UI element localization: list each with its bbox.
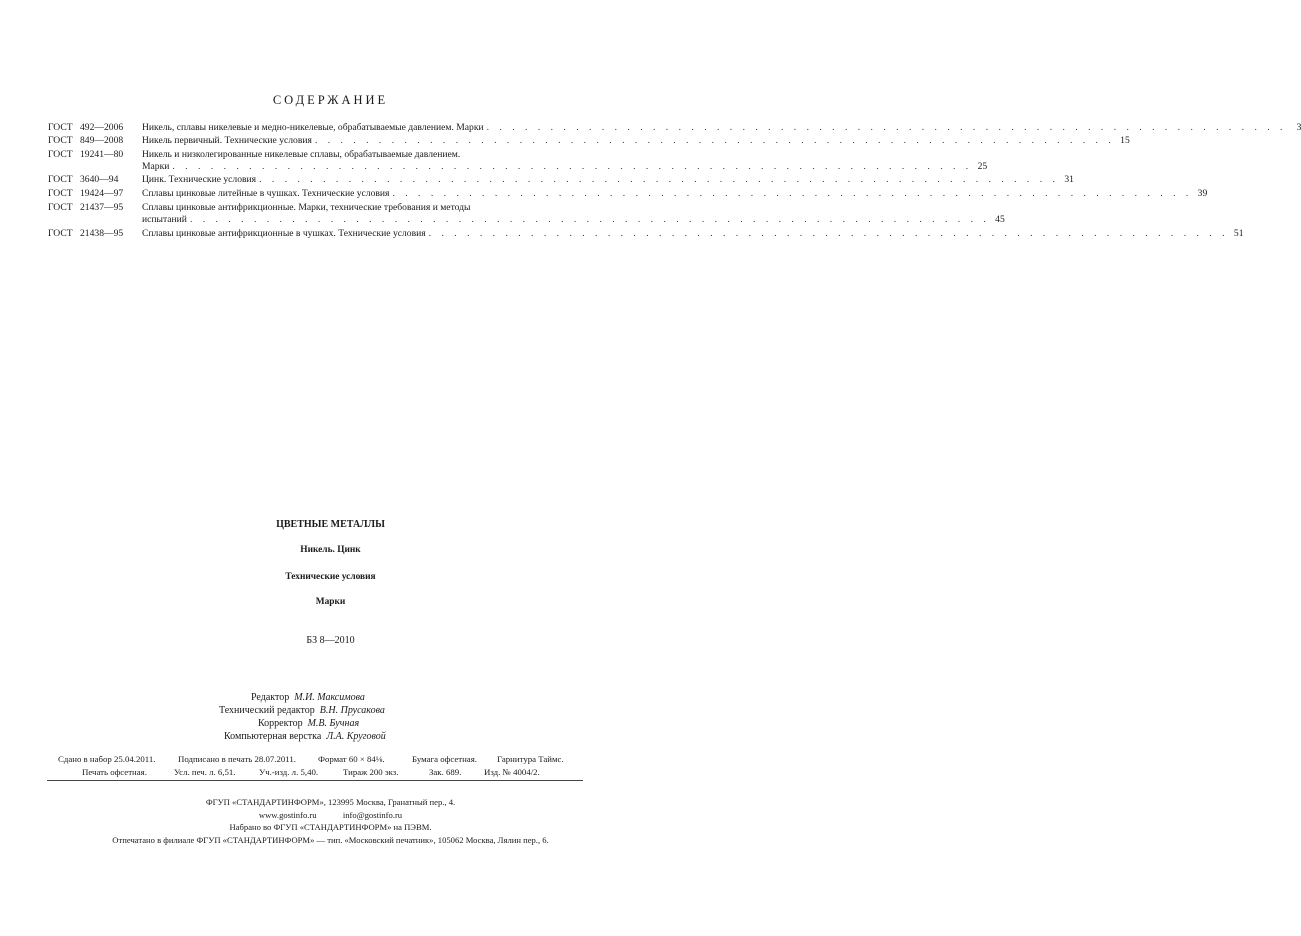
imprint-item: Сдано в набор 25.04.2011. (58, 754, 156, 764)
credit-name: В.Н. Прусакова (319, 705, 385, 716)
toc-entry-code (48, 174, 119, 186)
toc-entry-code (48, 149, 124, 161)
toc-entry-title: Сплавы цинковые антифрикционные в чушках. Технические условия (142, 228, 426, 239)
imprint-item: Усл. печ. л. 6,51. (174, 767, 236, 777)
toc-entry-code (48, 122, 124, 134)
publisher-website[interactable]: www.gostinfo.ru (258, 810, 317, 820)
publisher-contacts (0, 810, 661, 820)
credit-name: М.И. Максимова (294, 692, 365, 703)
imprint-item: Подписано в печать 28.07.2011. (178, 754, 296, 764)
toc-entry-title: Никель первичный. Технические условия (142, 135, 312, 146)
toc-entry-code (48, 202, 124, 214)
divider-rule (47, 780, 583, 781)
toc-entry-page: 3 (1296, 122, 1301, 133)
credit-corrector (258, 718, 359, 729)
toc-entry-page: 15 (1120, 135, 1130, 146)
toc-leader-dots: . . . . . . . . . . . . . . . . . . . . . . . . . . . . . . . . . . . . . . . . . . . . . . . . . . . . . . . . . . . . . . . (172, 161, 973, 172)
publisher-typeset: Набрано во ФГУП «СТАНДАРТИНФОРМ» на ПЭВМ. (229, 822, 432, 832)
imprint-item: Печать офсетная. (82, 767, 147, 777)
toc-entry-prefix: ГОСТ (48, 188, 73, 199)
toc-entry-code (48, 135, 124, 147)
contents-title: СОДЕРЖАНИЕ (272, 93, 389, 107)
toc-entry-page: 25 (977, 161, 988, 172)
credit-editor (251, 692, 365, 703)
imprint-item: Зак. 689. (429, 767, 462, 777)
toc-entry-number: 21437—95 (80, 202, 124, 213)
credit-role: Технический редактор (219, 705, 315, 716)
toc-entry-number: 19424—97 (80, 188, 124, 199)
credit-role: Корректор (258, 718, 303, 729)
publisher-printed: Отпечатано в филиале ФГУП «СТАНДАРТИНФОРМ» — тип. «Московский печатник», 105062 Москва, Лялин пер., 6. (112, 835, 549, 845)
credit-layout (224, 731, 386, 742)
collection-title: ЦВЕТНЫЕ МЕТАЛЛЫ (276, 519, 385, 530)
collection-bz: БЗ 8—2010 (306, 635, 355, 646)
toc-leader-dots: . . . . . . . . . . . . . . . . . . . . . . . . . . . . . . . . . . . . . . . . . . . . . . . . . . . . . . . . . . . . . . . (428, 228, 1229, 239)
imprint-item: Гарнитура Таймс. (497, 754, 564, 764)
toc-leader-dots: . . . . . . . . . . . . . . . . . . . . . . . . . . . . . . . . . . . . . . . . . . . . . . . . . . . . . . . . . . . . . . . (314, 135, 1115, 146)
toc-entry-number: 19241—80 (80, 149, 124, 160)
toc-entry-code (48, 228, 124, 240)
toc-leader-dots: . . . . . . . . . . . . . . . . . . . . . . . . . . . . . . . . . . . . . . . . . . . . . . . . . . . . . . . . . . . . . . . (486, 122, 1287, 133)
toc-entry-page: 51 (1233, 228, 1244, 239)
toc-leader-dots: . . . . . . . . . . . . . . . . . . . . . . . . . . . . . . . . . . . . . . . . . . . . . . . . . . . . . . . . . . . . . . . (259, 174, 1059, 185)
credit-name: Л.А. Круговой (326, 731, 386, 742)
toc-leader-dots: . . . . . . . . . . . . . . . . . . . . . . . . . . . . . . . . . . . . . . . . . . . . . . . . . . . . . . . . . . . . . . . (392, 188, 1193, 199)
imprint-item: Изд. № 4004/2. (484, 767, 540, 777)
toc-entry-title-cont: испытаний (142, 214, 187, 225)
toc-entry-prefix: ГОСТ (48, 228, 73, 239)
imprint-item: Уч.-изд. л. 5,40. (259, 767, 319, 777)
toc-leader-dots: . . . . . . . . . . . . . . . . . . . . . . . . . . . . . . . . . . . . . . . . . . . . . . . . . . . . . . . . . . . . . . . (189, 214, 990, 225)
toc-entry-title: Цинк. Технические условия (142, 174, 257, 185)
toc-entry-prefix: ГОСТ (48, 202, 73, 213)
toc-entry-prefix: ГОСТ (48, 135, 73, 146)
toc-entry-prefix: ГОСТ (48, 174, 73, 185)
imprint-item: Формат 60 × 84⅛. (318, 754, 385, 764)
publisher-address: ФГУП «СТАНДАРТИНФОРМ», 123995 Москва, Гранатный пер., 4. (205, 797, 456, 807)
toc-entry-title: Никель и низколегированные никелевые сплавы, обрабатываемые давлением. (142, 149, 461, 160)
collection-conditions: Технические условия (285, 572, 376, 582)
toc-entry-number: 3640—94 (80, 174, 119, 185)
toc-entry-code (48, 188, 124, 200)
toc-entry-title: Никель, сплавы никелевые и медно-никелевые, обрабатываемые давлением. Марки (142, 122, 484, 133)
toc-entry-number: 492—2006 (80, 122, 124, 133)
toc-entry-number: 849—2008 (80, 135, 124, 146)
publisher-email[interactable]: info@gostinfo.ru (342, 810, 403, 820)
toc-entry-title-cont: Марки (142, 161, 170, 172)
credit-tech-editor (219, 705, 385, 716)
toc-entry-page: 39 (1197, 188, 1208, 199)
imprint-item: Бумага офсетная. (412, 754, 477, 764)
toc-entry-prefix: ГОСТ (48, 122, 73, 133)
toc-entry-prefix: ГОСТ (48, 149, 73, 160)
imprint-item: Тираж 200 экз. (343, 767, 399, 777)
credit-name: М.В. Бучная (307, 718, 360, 729)
toc-entry-number: 21438—95 (80, 228, 124, 239)
toc-entry-title: Сплавы цинковые антифрикционные. Марки, технические требования и методы (142, 202, 471, 213)
toc-entry-page: 45 (995, 214, 1005, 225)
collection-subtitle: Никель. Цинк (300, 545, 361, 555)
credit-role: Компьютерная верстка (224, 731, 322, 742)
collection-grades: Марки (315, 597, 346, 607)
toc-entry-title: Сплавы цинковые литейные в чушках. Технические условия (142, 188, 390, 199)
credit-role: Редактор (251, 692, 290, 703)
toc-entry-page: 31 (1064, 174, 1074, 185)
